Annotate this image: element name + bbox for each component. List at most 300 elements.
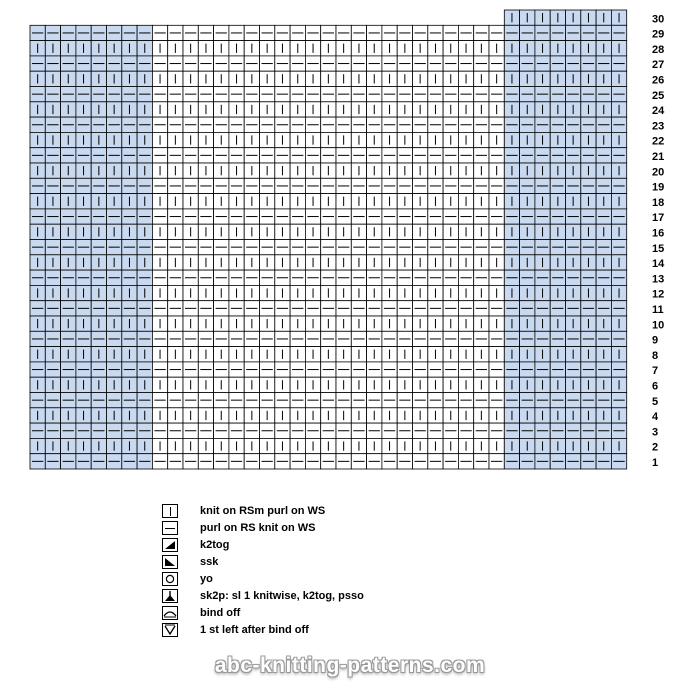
- chart-cell: [382, 347, 397, 362]
- chart-cell: [305, 178, 320, 193]
- chart-cell: [152, 41, 167, 56]
- chart-cell: [566, 331, 581, 346]
- chart-cell: [596, 87, 611, 102]
- chart-cell: [336, 377, 351, 392]
- chart-cell: [596, 362, 611, 377]
- chart-cell: [535, 438, 550, 453]
- chart-cell: [214, 194, 229, 209]
- chart-cell: [566, 408, 581, 423]
- chart-cell: [30, 240, 45, 255]
- chart-cell: [581, 178, 596, 193]
- chart-cell: [397, 25, 412, 40]
- chart-cell: [61, 56, 76, 71]
- chart-cell: [122, 117, 137, 132]
- chart-cell: [367, 331, 382, 346]
- chart-cell: [305, 423, 320, 438]
- chart-cell: [611, 41, 626, 56]
- legend-item-yo: yo: [162, 570, 364, 587]
- chart-cell: [61, 240, 76, 255]
- chart-cell: [504, 240, 519, 255]
- chart-cell: [244, 347, 259, 362]
- chart-cell: [413, 163, 428, 178]
- chart-cell: [137, 408, 152, 423]
- chart-cell: [30, 255, 45, 270]
- chart-cell: [76, 316, 91, 331]
- chart-cell: [428, 255, 443, 270]
- chart-cell: [321, 25, 336, 40]
- chart-cell: [336, 224, 351, 239]
- chart-cell: [550, 423, 565, 438]
- chart-cell: [474, 102, 489, 117]
- chart-cell: [566, 178, 581, 193]
- chart-cell: [367, 209, 382, 224]
- chart-cell: [152, 87, 167, 102]
- chart-cell: [611, 25, 626, 40]
- chart-cell: [229, 393, 244, 408]
- chart-cell: [382, 178, 397, 193]
- chart-cell: [581, 148, 596, 163]
- chart-cell: [260, 393, 275, 408]
- chart-cell: [61, 347, 76, 362]
- chart-cell: [76, 301, 91, 316]
- chart-cell: [367, 255, 382, 270]
- chart-cell: [566, 117, 581, 132]
- chart-cell: [581, 209, 596, 224]
- chart-cell: [611, 331, 626, 346]
- chart-cell: [474, 423, 489, 438]
- chart-cell: [290, 454, 305, 469]
- chart-cell: [611, 56, 626, 71]
- chart-cell: [367, 301, 382, 316]
- chart-cell: [443, 285, 458, 300]
- chart-cell: [443, 438, 458, 453]
- chart-cell: [520, 393, 535, 408]
- chart-cell: [550, 408, 565, 423]
- chart-cell: [305, 87, 320, 102]
- chart-cell: [458, 209, 473, 224]
- yo-symbol-icon: [162, 572, 178, 586]
- legend-item-k2tog: k2tog: [162, 536, 364, 553]
- chart-cell: [168, 408, 183, 423]
- chart-cell: [367, 316, 382, 331]
- chart-cell: [413, 194, 428, 209]
- chart-cell: [275, 132, 290, 147]
- chart-cell: [367, 377, 382, 392]
- chart-cell: [45, 194, 60, 209]
- chart-cell: [474, 270, 489, 285]
- chart-cell: [168, 362, 183, 377]
- chart-cell: [474, 362, 489, 377]
- chart-cell: [611, 194, 626, 209]
- chart-cell: [229, 148, 244, 163]
- chart-cell: [535, 377, 550, 392]
- chart-cell: [458, 438, 473, 453]
- chart-cell: [367, 25, 382, 40]
- chart-cell: [76, 454, 91, 469]
- chart-cell: [260, 240, 275, 255]
- chart-cell: [351, 194, 366, 209]
- chart-cell: [413, 285, 428, 300]
- chart-cell: [229, 41, 244, 56]
- chart-cell: [443, 347, 458, 362]
- chart-cell: [61, 71, 76, 86]
- chart-cell: [30, 347, 45, 362]
- chart-cell: [183, 102, 198, 117]
- chart-cell: [504, 224, 519, 239]
- chart-cell: [458, 285, 473, 300]
- chart-cell: [61, 454, 76, 469]
- chart-cell: [137, 301, 152, 316]
- chart-cell: [413, 71, 428, 86]
- chart-cell: [61, 163, 76, 178]
- chart-cell: [290, 347, 305, 362]
- chart-cell: [107, 87, 122, 102]
- chart-cell: [550, 178, 565, 193]
- chart-cell: [183, 347, 198, 362]
- row-number: 13: [652, 273, 665, 286]
- chart-cell: [382, 224, 397, 239]
- chart-cell: [321, 41, 336, 56]
- chart-cell: [198, 285, 213, 300]
- chart-cell: [428, 362, 443, 377]
- chart-cell: [152, 56, 167, 71]
- chart-cell: [413, 56, 428, 71]
- chart-cell: [107, 423, 122, 438]
- chart-cell: [321, 423, 336, 438]
- chart-cell: [152, 408, 167, 423]
- chart-cell: [397, 316, 412, 331]
- chart-cell: [520, 102, 535, 117]
- row-number: 14: [652, 258, 665, 271]
- chart-cell: [305, 316, 320, 331]
- chart-cell: [30, 331, 45, 346]
- chart-cell: [122, 362, 137, 377]
- chart-cell: [367, 178, 382, 193]
- chart-cell: [611, 102, 626, 117]
- chart-cell: [61, 132, 76, 147]
- chart-cell: [214, 178, 229, 193]
- chart-cell: [137, 331, 152, 346]
- chart-cell: [581, 377, 596, 392]
- chart-cell: [214, 301, 229, 316]
- chart-cell: [137, 347, 152, 362]
- chart-cell: [229, 178, 244, 193]
- chart-cell: [260, 438, 275, 453]
- chart-cell: [168, 117, 183, 132]
- chart-cell: [550, 209, 565, 224]
- chart-cell: [260, 408, 275, 423]
- chart-cell: [137, 423, 152, 438]
- chart-cell: [581, 132, 596, 147]
- chart-cell: [336, 87, 351, 102]
- chart-cell: [290, 331, 305, 346]
- chart-cell: [214, 56, 229, 71]
- chart-cell: [566, 255, 581, 270]
- chart-cell: [351, 163, 366, 178]
- chart-cell: [397, 393, 412, 408]
- chart-cell: [458, 316, 473, 331]
- chart-cell: [76, 194, 91, 209]
- chart-cell: [214, 285, 229, 300]
- chart-cell: [520, 56, 535, 71]
- chart-cell: [520, 224, 535, 239]
- chart-cell: [596, 316, 611, 331]
- chart-cell: [290, 41, 305, 56]
- chart-cell: [428, 347, 443, 362]
- chart-cell: [168, 41, 183, 56]
- chart-cell: [428, 285, 443, 300]
- chart-cell: [183, 87, 198, 102]
- chart-cell: [596, 178, 611, 193]
- chart-cell: [474, 454, 489, 469]
- chart-cell: [137, 102, 152, 117]
- chart-cell: [275, 347, 290, 362]
- chart-cell: [76, 102, 91, 117]
- chart-cell: [596, 10, 611, 25]
- chart-cell: [122, 240, 137, 255]
- chart-cell: [107, 438, 122, 453]
- chart-cell: [520, 331, 535, 346]
- chart-cell: [91, 423, 106, 438]
- chart-cell: [152, 285, 167, 300]
- chart-cell: [367, 362, 382, 377]
- chart-cell: [260, 224, 275, 239]
- chart-cell: [596, 224, 611, 239]
- row-number: 6: [652, 380, 659, 393]
- chart-cell: [336, 240, 351, 255]
- chart-cell: [152, 163, 167, 178]
- chart-cell: [45, 71, 60, 86]
- chart-cell: [504, 285, 519, 300]
- chart-cell: [168, 25, 183, 40]
- legend-item-knit: knit on RSm purl on WS: [162, 502, 364, 519]
- chart-cell: [305, 209, 320, 224]
- chart-cell: [229, 408, 244, 423]
- chart-cell: [336, 178, 351, 193]
- chart-cell: [168, 301, 183, 316]
- chart-cell: [581, 240, 596, 255]
- chart-cell: [30, 132, 45, 147]
- chart-cell: [550, 41, 565, 56]
- chart-cell: [229, 270, 244, 285]
- chart-cell: [76, 331, 91, 346]
- chart-cell: [152, 240, 167, 255]
- chart-cell: [183, 331, 198, 346]
- chart-cell: [443, 408, 458, 423]
- chart-cell: [305, 102, 320, 117]
- chart-cell: [566, 423, 581, 438]
- chart-cell: [260, 87, 275, 102]
- chart-cell: [91, 408, 106, 423]
- chart-cell: [305, 331, 320, 346]
- chart-cell: [321, 117, 336, 132]
- chart-cell: [214, 117, 229, 132]
- chart-cell: [198, 316, 213, 331]
- chart-cell: [520, 194, 535, 209]
- chart-cell: [305, 301, 320, 316]
- chart-cell: [458, 423, 473, 438]
- chart-cell: [45, 423, 60, 438]
- chart-cell: [168, 56, 183, 71]
- chart-cell: [443, 56, 458, 71]
- chart-cell: [45, 270, 60, 285]
- chart-cell: [443, 224, 458, 239]
- chart-cell: [168, 347, 183, 362]
- chart-cell: [397, 117, 412, 132]
- chart-cell: [336, 132, 351, 147]
- chart-cell: [137, 132, 152, 147]
- chart-cell: [443, 117, 458, 132]
- chart-cell: [76, 347, 91, 362]
- chart-cell: [351, 71, 366, 86]
- chart-cell: [45, 393, 60, 408]
- chart-cell: [367, 270, 382, 285]
- chart-cell: [382, 163, 397, 178]
- chart-cell: [504, 41, 519, 56]
- chart-cell: [489, 56, 504, 71]
- chart-cell: [535, 25, 550, 40]
- chart-cell: [275, 454, 290, 469]
- chart-cell: [214, 377, 229, 392]
- chart-cell: [489, 194, 504, 209]
- chart-cell: [382, 71, 397, 86]
- chart-cell: [351, 362, 366, 377]
- chart-cell: [458, 454, 473, 469]
- chart-cell: [566, 347, 581, 362]
- chart-cell: [566, 316, 581, 331]
- chart-cell: [428, 71, 443, 86]
- chart-cell: [443, 331, 458, 346]
- chart-cell: [550, 270, 565, 285]
- chart-cell: [382, 148, 397, 163]
- chart-cell: [244, 178, 259, 193]
- chart-cell: [275, 408, 290, 423]
- chart-cell: [183, 316, 198, 331]
- chart-cell: [244, 423, 259, 438]
- chart-cell: [458, 117, 473, 132]
- chart-cell: [535, 408, 550, 423]
- row-number: 24: [652, 105, 665, 118]
- chart-cell: [413, 224, 428, 239]
- chart-cell: [275, 331, 290, 346]
- chart-cell: [535, 285, 550, 300]
- chart-cell: [581, 224, 596, 239]
- chart-cell: [321, 194, 336, 209]
- chart-cell: [30, 224, 45, 239]
- chart-cell: [489, 132, 504, 147]
- chart-cell: [581, 102, 596, 117]
- chart-cell: [244, 87, 259, 102]
- chart-cell: [504, 148, 519, 163]
- chart-cell: [535, 240, 550, 255]
- chart-cell: [198, 454, 213, 469]
- chart-cell: [30, 178, 45, 193]
- chart-cell: [520, 117, 535, 132]
- chart-cell: [458, 178, 473, 193]
- chart-cell: [535, 117, 550, 132]
- chart-cell: [611, 408, 626, 423]
- chart-cell: [520, 132, 535, 147]
- chart-cell: [535, 87, 550, 102]
- chart-cell: [550, 393, 565, 408]
- chart-cell: [305, 240, 320, 255]
- chart-cell: [535, 194, 550, 209]
- chart-cell: [183, 209, 198, 224]
- chart-cell: [122, 56, 137, 71]
- chart-cell: [107, 240, 122, 255]
- chart-cell: [260, 132, 275, 147]
- chart-cell: [275, 25, 290, 40]
- chart-cell: [443, 132, 458, 147]
- chart-cell: [504, 423, 519, 438]
- chart-cell: [321, 454, 336, 469]
- chart-cell: [91, 71, 106, 86]
- chart-cell: [581, 454, 596, 469]
- chart-cell: [397, 102, 412, 117]
- chart-cell: [107, 132, 122, 147]
- chart-cell: [122, 270, 137, 285]
- chart-cell: [397, 331, 412, 346]
- chart-cell: [351, 316, 366, 331]
- chart-cell: [244, 270, 259, 285]
- chart-cell: [489, 163, 504, 178]
- chart-cell: [30, 316, 45, 331]
- chart-cell: [428, 454, 443, 469]
- chart-cell: [611, 240, 626, 255]
- chart-cell: [152, 316, 167, 331]
- chart-cell: [428, 41, 443, 56]
- chart-cell: [382, 41, 397, 56]
- chart-cell: [611, 209, 626, 224]
- chart-cell: [260, 316, 275, 331]
- chart-cell: [275, 209, 290, 224]
- chart-cell: [183, 438, 198, 453]
- chart-cell: [198, 240, 213, 255]
- chart-cell: [305, 347, 320, 362]
- chart-cell: [550, 454, 565, 469]
- chart-cell: [474, 148, 489, 163]
- chart-cell: [520, 423, 535, 438]
- chart-cell: [413, 148, 428, 163]
- chart-cell: [413, 362, 428, 377]
- chart-cell: [61, 270, 76, 285]
- chart-cell: [336, 285, 351, 300]
- chart-cell: [566, 224, 581, 239]
- row-number: 1: [652, 457, 659, 469]
- chart-cell: [550, 194, 565, 209]
- chart-cell: [30, 377, 45, 392]
- chart-cell: [290, 240, 305, 255]
- chart-cell: [290, 148, 305, 163]
- chart-cell: [550, 132, 565, 147]
- chart-cell: [428, 423, 443, 438]
- chart-cell: [520, 362, 535, 377]
- chart-cell: [566, 132, 581, 147]
- chart-cell: [214, 438, 229, 453]
- chart-cell: [214, 87, 229, 102]
- chart-cell: [244, 454, 259, 469]
- chart-cell: [336, 25, 351, 40]
- chart-cell: [275, 194, 290, 209]
- chart-cell: [397, 194, 412, 209]
- chart-cell: [275, 270, 290, 285]
- chart-cell: [260, 25, 275, 40]
- chart-cell: [30, 270, 45, 285]
- chart-cell: [474, 224, 489, 239]
- chart-cell: [535, 41, 550, 56]
- chart-cell: [336, 393, 351, 408]
- chart-cell: [458, 362, 473, 377]
